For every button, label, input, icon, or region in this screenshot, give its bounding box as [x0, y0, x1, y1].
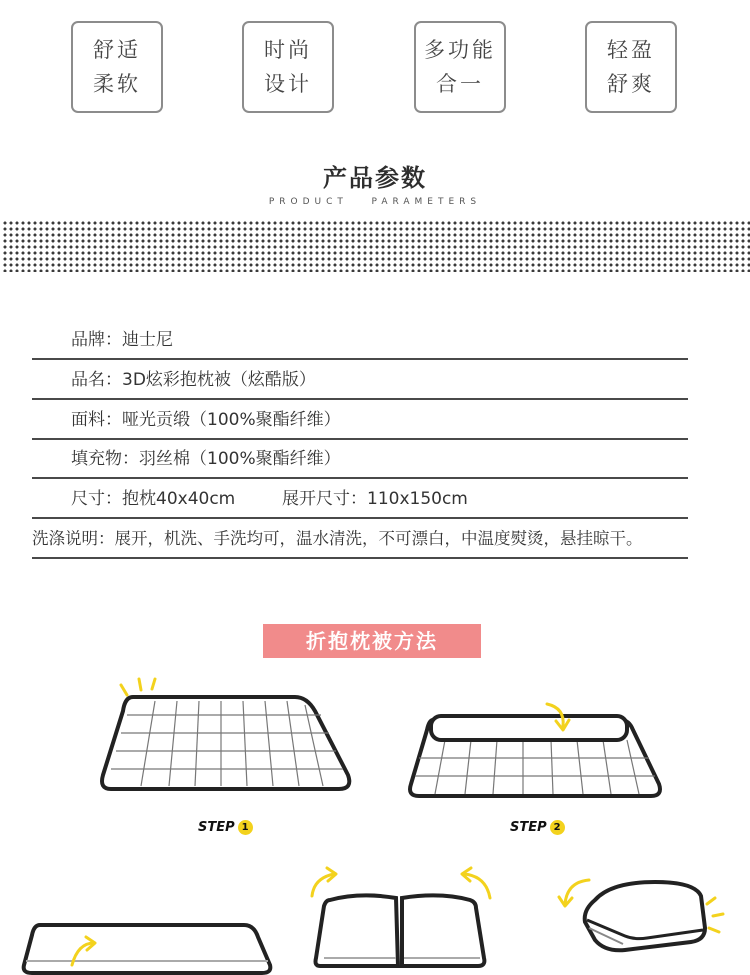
- feature-design: [242, 21, 334, 113]
- param-row-fabric: [32, 400, 688, 440]
- feature-multifunction-line2: 合一: [436, 72, 484, 96]
- param-row-name: [32, 360, 688, 400]
- fold-method-banner: 折抱枕被方法: [263, 624, 481, 658]
- step-2-number: 2: [550, 820, 565, 835]
- step-1-number: 1: [238, 820, 253, 835]
- feature-design-line2: 设计: [264, 72, 312, 96]
- quilt-flat-icon: [95, 675, 355, 800]
- param-brand: 品牌：迪士尼: [71, 330, 173, 350]
- feature-multifunction: [414, 21, 506, 113]
- step-1-label: [198, 820, 253, 835]
- dot-pattern-divider: [2, 220, 750, 272]
- param-fabric: 面料：哑光贡缎（100%聚酯纤维）: [71, 410, 341, 430]
- section-subtitle: PRODUCT PARAMETERS: [268, 197, 482, 207]
- feature-design-line1: 时尚: [264, 38, 312, 62]
- param-size: 尺寸：抱枕40x40cm: [71, 489, 236, 509]
- param-row-size: [32, 479, 688, 519]
- param-care: 洗涤说明：展开，机洗、手洗均可，温水清洗，不可漂白，中温度熨烫，悬挂晾干。: [32, 529, 643, 548]
- param-name: 品名：3D炫彩抱枕被（炫酷版）: [71, 370, 316, 390]
- quilt-halves-icon: [300, 862, 500, 972]
- step-1-word: STEP: [198, 820, 235, 835]
- quilt-fold-top-icon: [405, 700, 665, 805]
- param-unfolded-size: 展开尺寸：110x150cm: [282, 489, 468, 509]
- feature-comfort-line1: 舒适: [93, 38, 141, 62]
- quilt-stack-icon: [555, 870, 745, 970]
- feature-comfort-line2: 柔软: [93, 72, 141, 96]
- param-row-care: [32, 519, 688, 559]
- param-filling: 填充物：羽丝棉（100%聚酯纤维）: [71, 449, 341, 469]
- feature-light-line1: 轻盈: [607, 38, 655, 62]
- feature-light: [585, 21, 677, 113]
- param-row-filling: [32, 440, 688, 479]
- step-2-label: [510, 820, 565, 835]
- feature-comfort: [71, 21, 163, 113]
- feature-multifunction-line1: 多功能: [424, 38, 496, 62]
- step-2-word: STEP: [510, 820, 547, 835]
- feature-light-line2: 舒爽: [607, 72, 655, 96]
- quilt-fold-bottom-icon: [22, 905, 272, 975]
- param-row-brand: [32, 322, 688, 360]
- section-title: 产品参数: [323, 164, 427, 192]
